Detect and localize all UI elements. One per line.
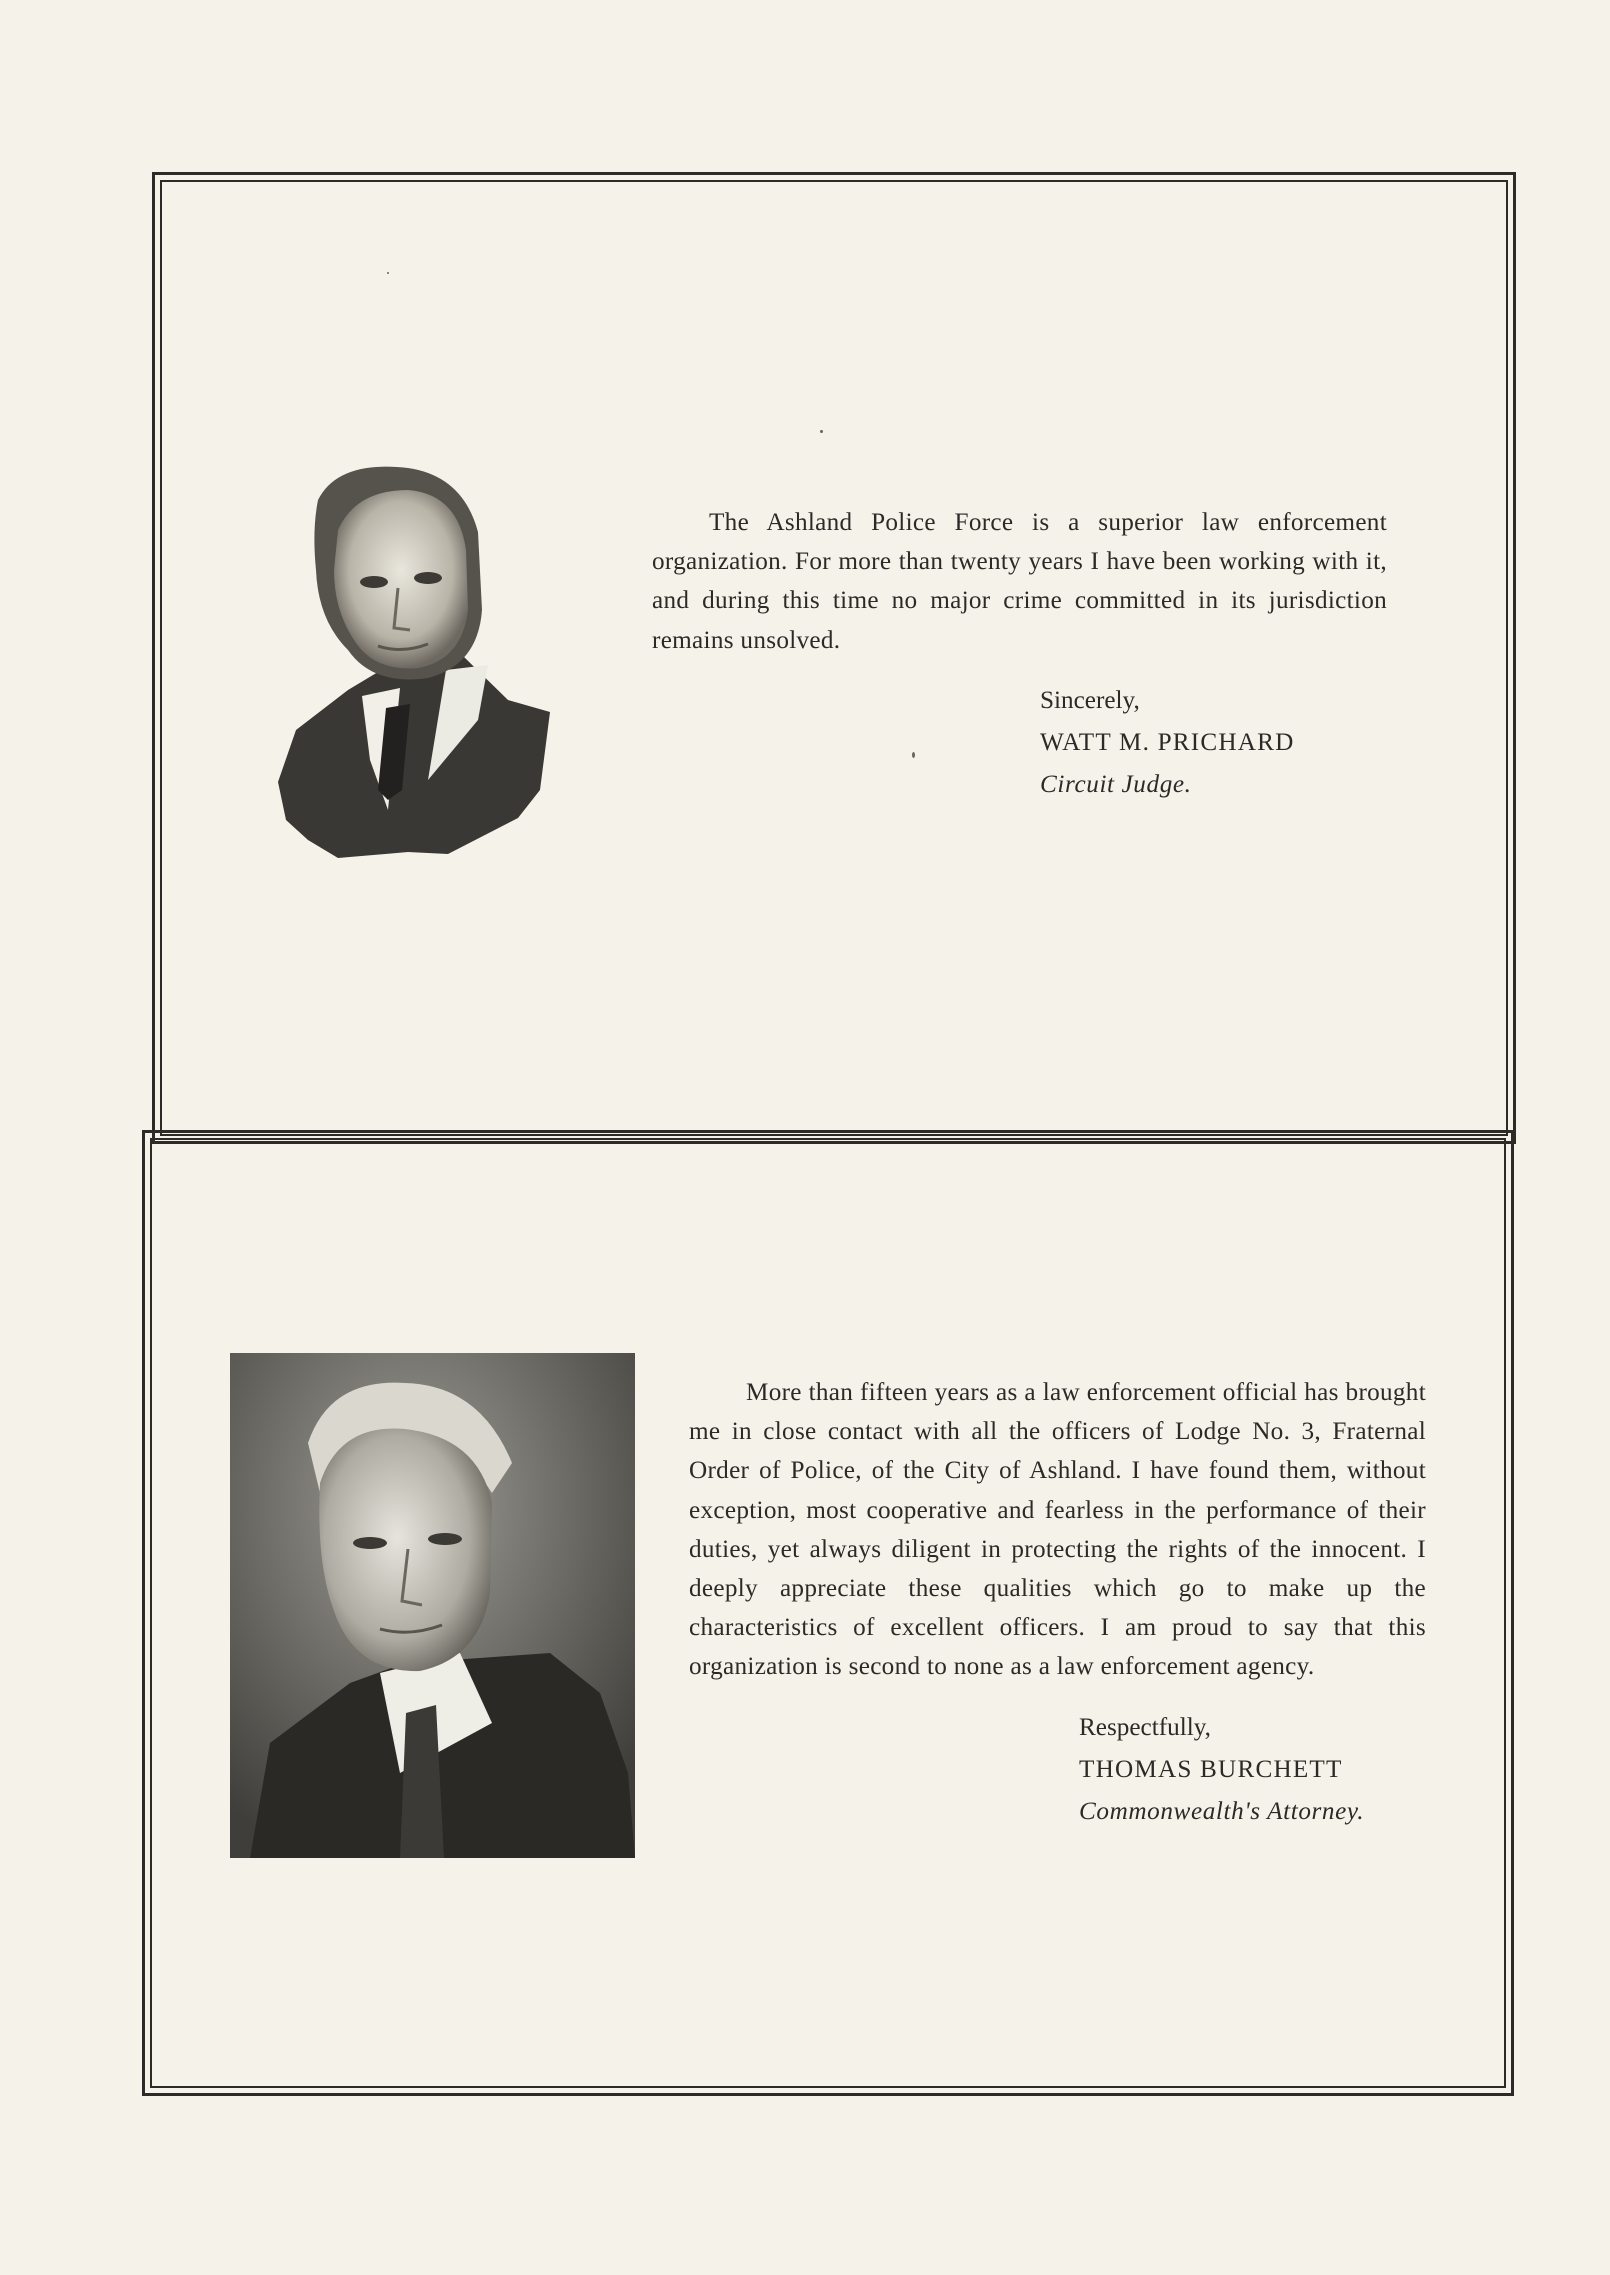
letter-body: More than fifteen years as a law enforcement official has brought me in close contact with all the officers of Lodge No. 3, Fraternal Order of Police, of the City of Ashland. I have found them, without exception, most cooperative and fearless in the performance of their duties, yet always diligent in protecting the rights of the innocent. I deeply appreciate these qualities which go to make up the characteristics of excellent officers. I am proud to say that this organization is second to none as a law enforcement agency. xyxy=(689,1379,1426,1681)
signer-name: WATT M. PRICHARD xyxy=(1040,728,1295,756)
letter-burchett xyxy=(689,1373,1426,1833)
signer-title: Commonwealth's Attorney. xyxy=(1079,1797,1365,1825)
portrait-watt-prichard xyxy=(278,460,553,860)
paper-speck xyxy=(387,272,389,274)
signature-block xyxy=(1079,1707,1426,1833)
signer-name: THOMAS BURCHETT xyxy=(1079,1755,1343,1783)
letter-prichard xyxy=(652,503,1387,806)
letter-closing: Sincerely, xyxy=(1040,686,1140,714)
letter-body: The Ashland Police Force is a superior law enforcement organization. For more than twenty years I have been working with it, and during this time no major crime committed in its jurisdiction remains unsolved. xyxy=(652,509,1387,654)
portrait-thomas-burchett xyxy=(230,1353,635,1858)
paper-speck xyxy=(820,430,823,433)
signer-title: Circuit Judge. xyxy=(1040,770,1192,798)
signature-block xyxy=(1040,680,1387,806)
letter-closing: Respectfully, xyxy=(1079,1713,1211,1741)
paper-speck xyxy=(912,752,915,758)
